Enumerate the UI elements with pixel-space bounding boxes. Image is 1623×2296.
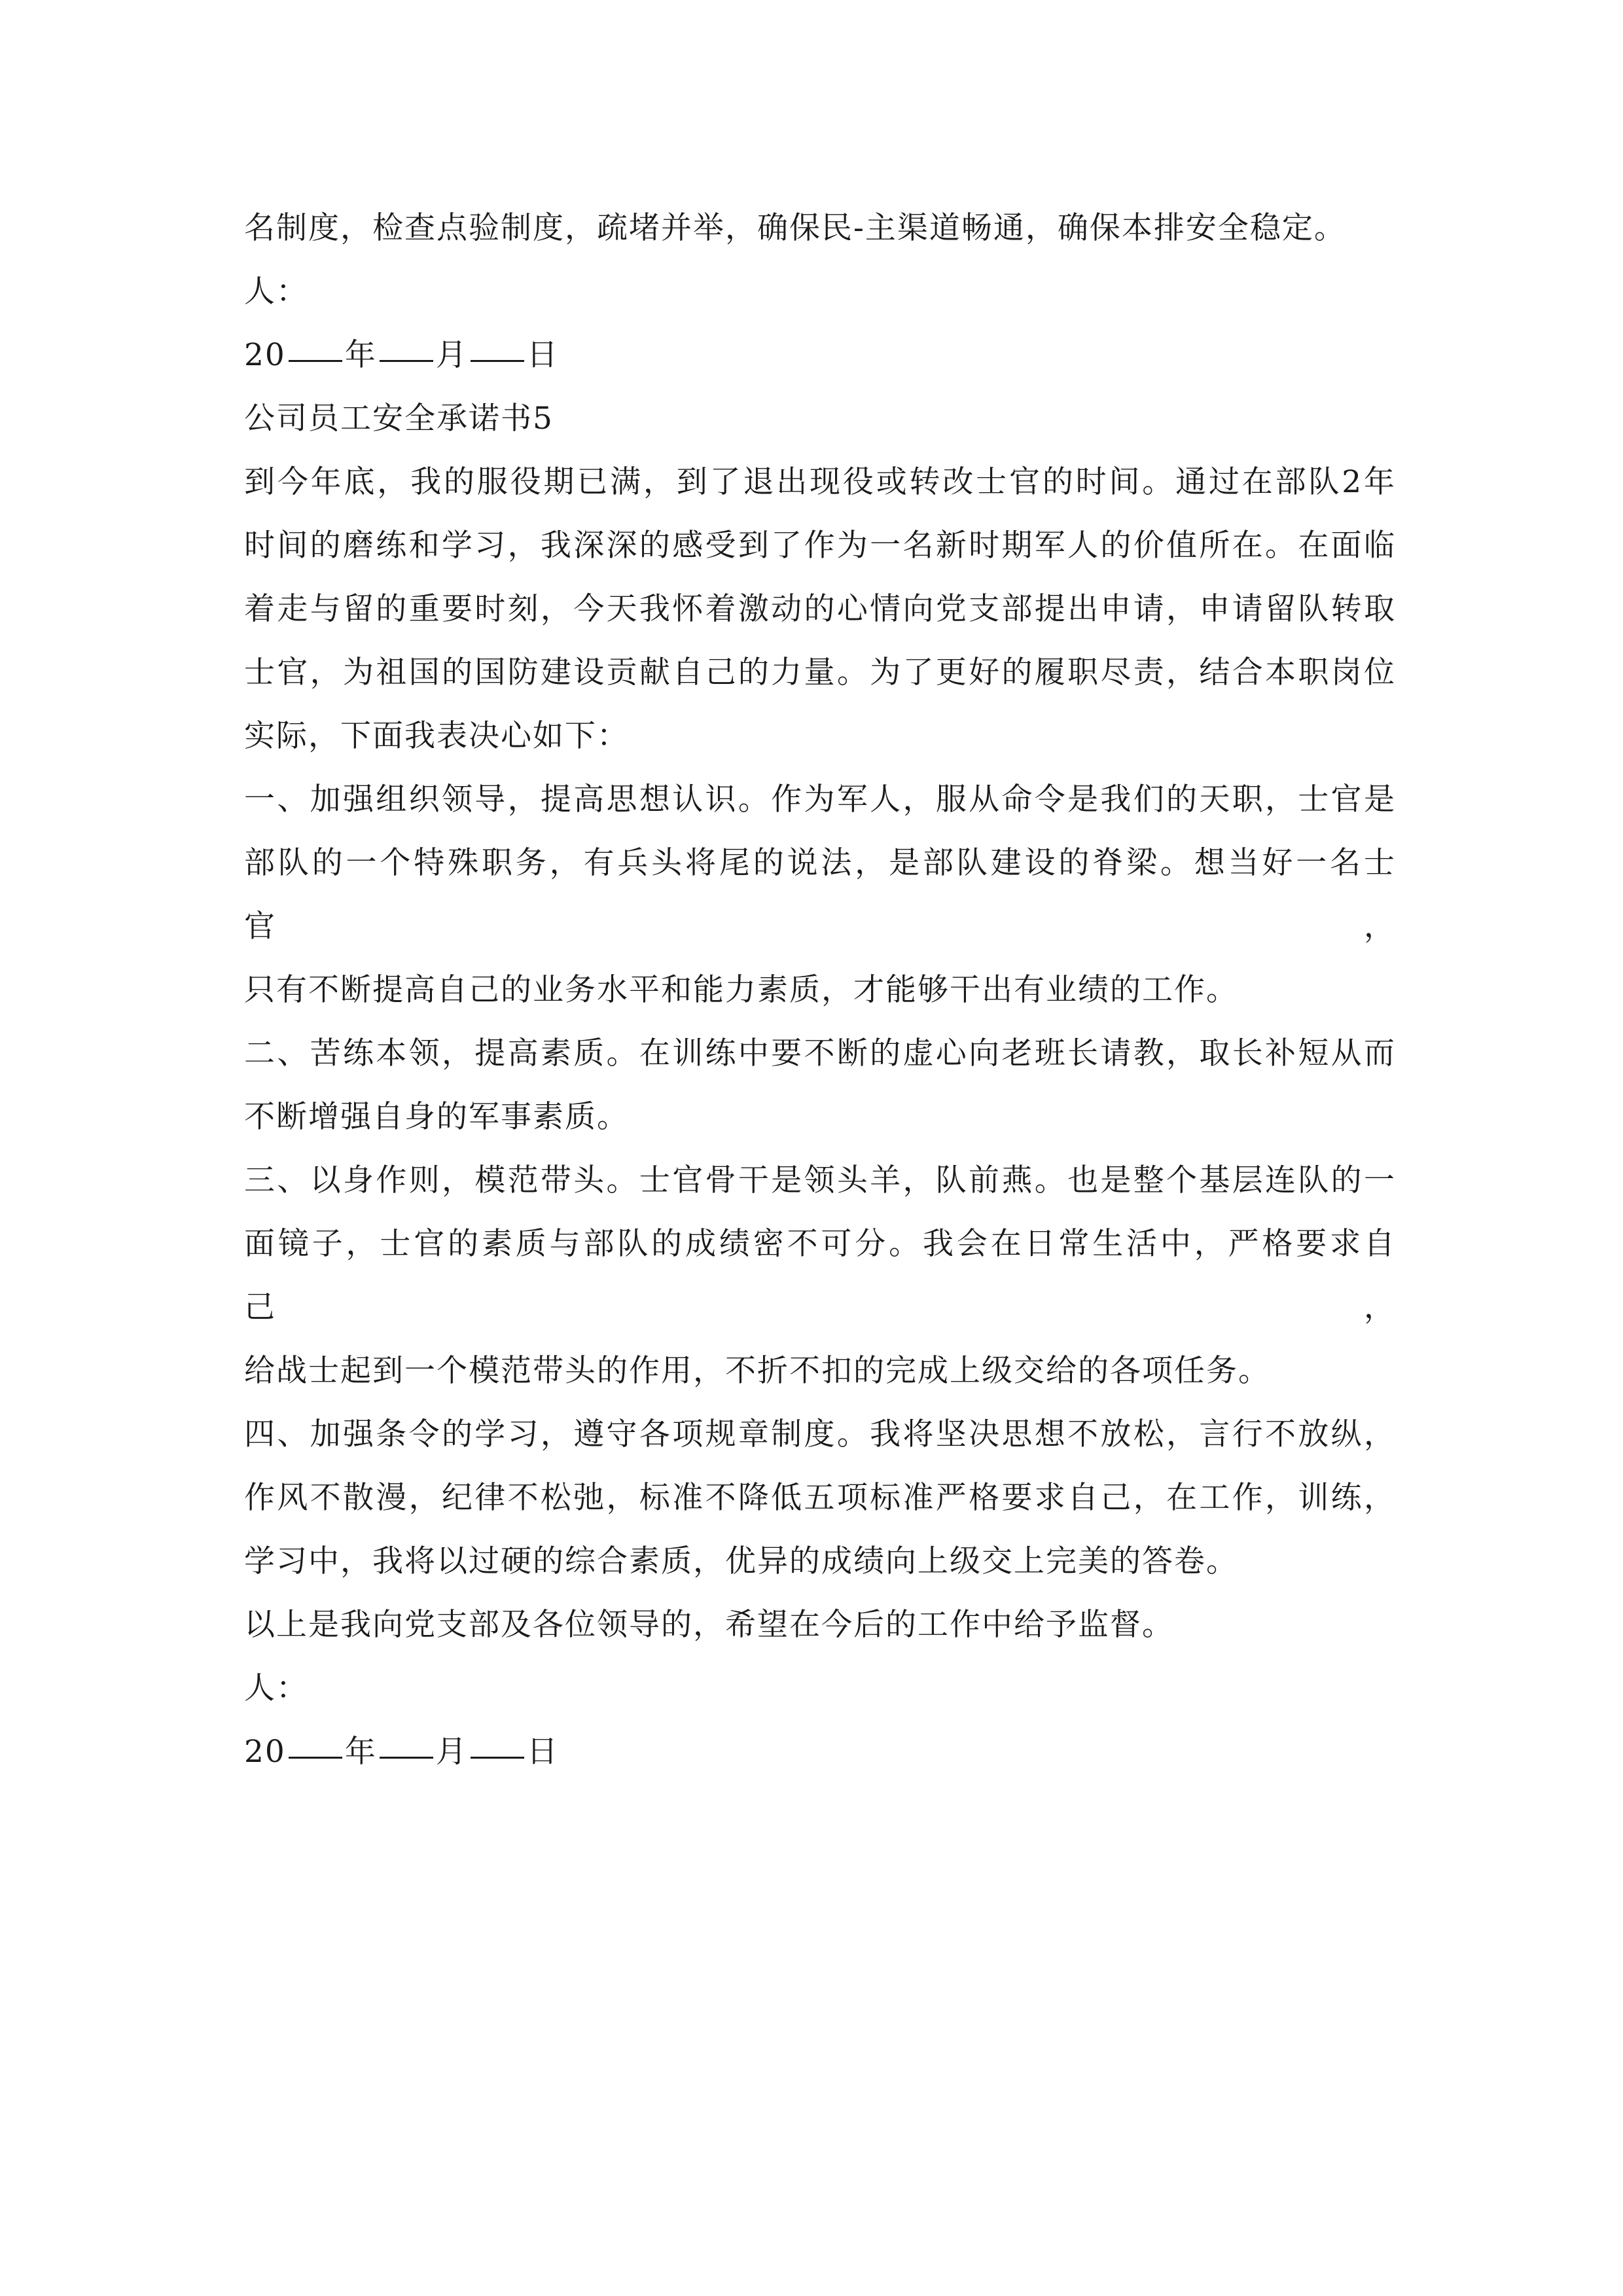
date-month-label: 月	[435, 1734, 468, 1770]
text-line: 着走与留的重要时刻，今天我怀着激动的心情向党支部提出申请，申请留队转取	[244, 591, 1396, 627]
signature-label: 人：	[244, 274, 308, 310]
date-day-label: 日	[526, 1734, 559, 1770]
text-line: 作风不散漫，纪律不松弛，标准不降低五项标准严格要求自己，在工作，训练，	[244, 1480, 1396, 1516]
text-line: 面镜子，士官的素质与部队的成绩密不可分。我会在日常生活中，严格要求自己，	[244, 1226, 1396, 1325]
section-heading: 公司员工安全承诺书5	[244, 401, 554, 437]
text-line: 给战士起到一个模范带头的作用，不折不扣的完成上级交给的各项任务。	[244, 1353, 1270, 1389]
text-line: 二、苦练本领，提高素质。在训练中要不断的虚心向老班长请教，取长补短从而	[244, 1035, 1396, 1071]
text-line: 学习中，我将以过硬的综合素质，优异的成绩向上级交上完美的答卷。	[244, 1543, 1238, 1579]
text-line: 名制度，检查点验制度，疏堵并举，确保民-主渠道畅通，确保本排安全稳定。	[244, 210, 1346, 246]
date-year-label: 年	[344, 1734, 377, 1770]
date-blank-month	[380, 359, 433, 362]
text-line: 一、加强组织领导，提高思想认识。作为军人，服从命令是我们的天职，士官是	[244, 781, 1396, 817]
date-line	[244, 323, 1396, 387]
date-blank-day	[471, 1756, 524, 1759]
date-blank-day	[471, 359, 524, 362]
text-line: 以上是我向党支部及各位领导的，希望在今后的工作中给予监督。	[244, 1607, 1174, 1643]
date-day-label: 日	[526, 337, 559, 373]
text-line: 时间的磨练和学习，我深深的感受到了作为一名新时期军人的价值所在。在面临	[244, 528, 1396, 564]
date-prefix: 20	[244, 337, 286, 373]
text-line: 实际，下面我表决心如下：	[244, 718, 629, 754]
text-line: 不断增强自身的军事素质。	[244, 1099, 629, 1135]
date-blank-year	[289, 359, 342, 362]
text-line: 三、以身作则，模范带头。士官骨干是领头羊，队前燕。也是整个基层连队的一	[244, 1162, 1396, 1198]
date-year-label: 年	[344, 337, 377, 373]
text-line: 只有不断提高自己的业务水平和能力素质，才能够干出有业绩的工作。	[244, 972, 1238, 1008]
date-blank-year	[289, 1756, 342, 1759]
text-line: 到今年底，我的服役期已满，到了退出现役或转改士官的时间。通过在部队2年	[244, 464, 1396, 500]
date-month-label: 月	[435, 337, 468, 373]
document-body	[244, 196, 1396, 1784]
date-blank-month	[380, 1756, 433, 1759]
text-line: 士官，为祖国的国防建设贡献自己的力量。为了更好的履职尽责，结合本职岗位	[244, 655, 1396, 691]
text-line: 部队的一个特殊职务，有兵头将尾的说法，是部队建设的脊梁。想当好一名士官，	[244, 845, 1396, 944]
signature-label: 人：	[244, 1670, 308, 1706]
text-line: 四、加强条令的学习，遵守各项规章制度。我将坚决思想不放松，言行不放纵，	[244, 1416, 1396, 1452]
date-line	[244, 1720, 1396, 1784]
date-prefix: 20	[244, 1734, 286, 1770]
